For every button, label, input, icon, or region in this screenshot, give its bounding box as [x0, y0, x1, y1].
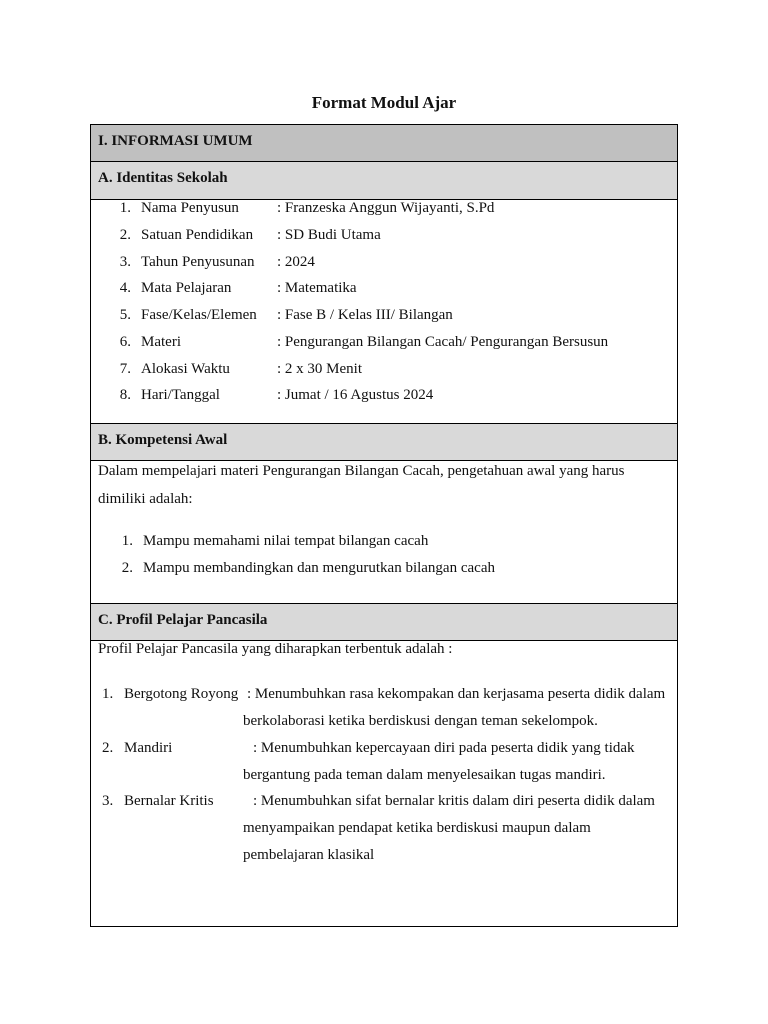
item-number: 2. — [121, 560, 133, 576]
row-label: Satuan Pendidikan — [141, 227, 254, 243]
item-desc-line: : Menumbuhkan sifat bernalar kritis dalam diri peserta didik dalam — [253, 793, 655, 809]
row-number: 2. — [119, 227, 131, 243]
row-value: : Fase B / Kelas III/ Bilangan — [277, 307, 453, 323]
intro-line: dimiliki adalah: — [98, 491, 193, 507]
section-identitas-sekolah-label: A. Identitas Sekolah — [98, 170, 228, 186]
row-number: 7. — [119, 361, 131, 377]
section-informasi-umum-header — [91, 125, 677, 162]
row-number: 5. — [119, 307, 131, 323]
item-number: 1. — [121, 533, 133, 549]
section-profil-pelajar-header — [91, 603, 677, 641]
row-value: : Pengurangan Bilangan Cacah/ Pengurangan Bersusun — [277, 334, 609, 350]
identitas-row — [91, 227, 677, 247]
row-label: Tahun Penyusunan — [141, 254, 255, 270]
identitas-row — [91, 307, 677, 327]
identitas-row — [91, 387, 677, 407]
item-text: Mampu membandingkan dan mengurutkan bilangan cacah — [143, 560, 495, 576]
identitas-row — [91, 254, 677, 274]
item-number: 3. — [102, 793, 114, 809]
kompetensi-item — [91, 533, 677, 553]
identitas-row — [91, 334, 677, 354]
item-desc-line: : Menumbuhkan rasa kekompakan dan kerjasama peserta didik dalam — [247, 686, 666, 702]
item-text: Mampu memahami nilai tempat bilangan cacah — [143, 533, 429, 549]
identitas-row — [91, 361, 677, 381]
row-label: Fase/Kelas/Elemen — [141, 307, 257, 323]
row-value: : Jumat / 16 Agustus 2024 — [277, 387, 434, 403]
row-value: : Franzeska Anggun Wijayanti, S.Pd — [277, 200, 495, 216]
section-informasi-umum-label: I. INFORMASI UMUM — [98, 133, 253, 149]
item-name: Mandiri — [124, 740, 173, 756]
item-name: Bernalar Kritis — [124, 793, 214, 809]
identitas-row — [91, 200, 677, 220]
row-number: 4. — [119, 280, 131, 296]
item-number: 2. — [102, 740, 114, 756]
section-profil-pelajar-label: C. Profil Pelajar Pancasila — [98, 612, 268, 628]
section-kompetensi-awal-header — [91, 423, 677, 461]
row-label: Mata Pelajaran — [141, 280, 232, 296]
item-desc-line: berkolaborasi ketika berdiskusi dengan teman sekelompok. — [243, 713, 598, 729]
item-name: Bergotong Royong — [124, 686, 239, 702]
row-value: : Matematika — [277, 280, 357, 296]
row-label: Alokasi Waktu — [141, 361, 230, 377]
row-number: 3. — [119, 254, 131, 270]
row-value: : 2024 — [277, 254, 315, 270]
row-number: 1. — [119, 200, 131, 216]
row-label: Materi — [141, 334, 181, 350]
profil-intro: Profil Pelajar Pancasila yang diharapkan terbentuk adalah : — [98, 641, 453, 657]
section-kompetensi-awal-label: B. Kompetensi Awal — [98, 432, 228, 448]
row-value: : SD Budi Utama — [277, 227, 381, 243]
row-label: Nama Penyusun — [141, 200, 239, 216]
kompetensi-item — [91, 560, 677, 580]
modul-table — [90, 124, 678, 927]
kompetensi-awal-intro — [98, 457, 668, 513]
row-value: : 2 x 30 Menit — [277, 361, 362, 377]
intro-line: Dalam mempelajari materi Pengurangan Bilangan Cacah, pengetahuan awal yang harus — [98, 463, 625, 479]
item-desc-line: menyampaikan pendapat ketika berdiskusi maupun dalam — [243, 820, 591, 836]
item-number: 1. — [102, 686, 114, 702]
row-number: 8. — [119, 387, 131, 403]
identitas-row — [91, 280, 677, 300]
item-desc-line: bergantung pada teman dalam menyelesaikan tugas mandiri. — [243, 767, 606, 783]
item-desc-line: pembelajaran klasikal — [243, 847, 375, 863]
row-label: Hari/Tanggal — [141, 387, 220, 403]
row-number: 6. — [119, 334, 131, 350]
section-identitas-sekolah-header — [91, 162, 677, 200]
document-title: Format Modul Ajar — [311, 93, 457, 112]
item-desc-line: : Menumbuhkan kepercayaan diri pada peserta didik yang tidak — [253, 740, 635, 756]
